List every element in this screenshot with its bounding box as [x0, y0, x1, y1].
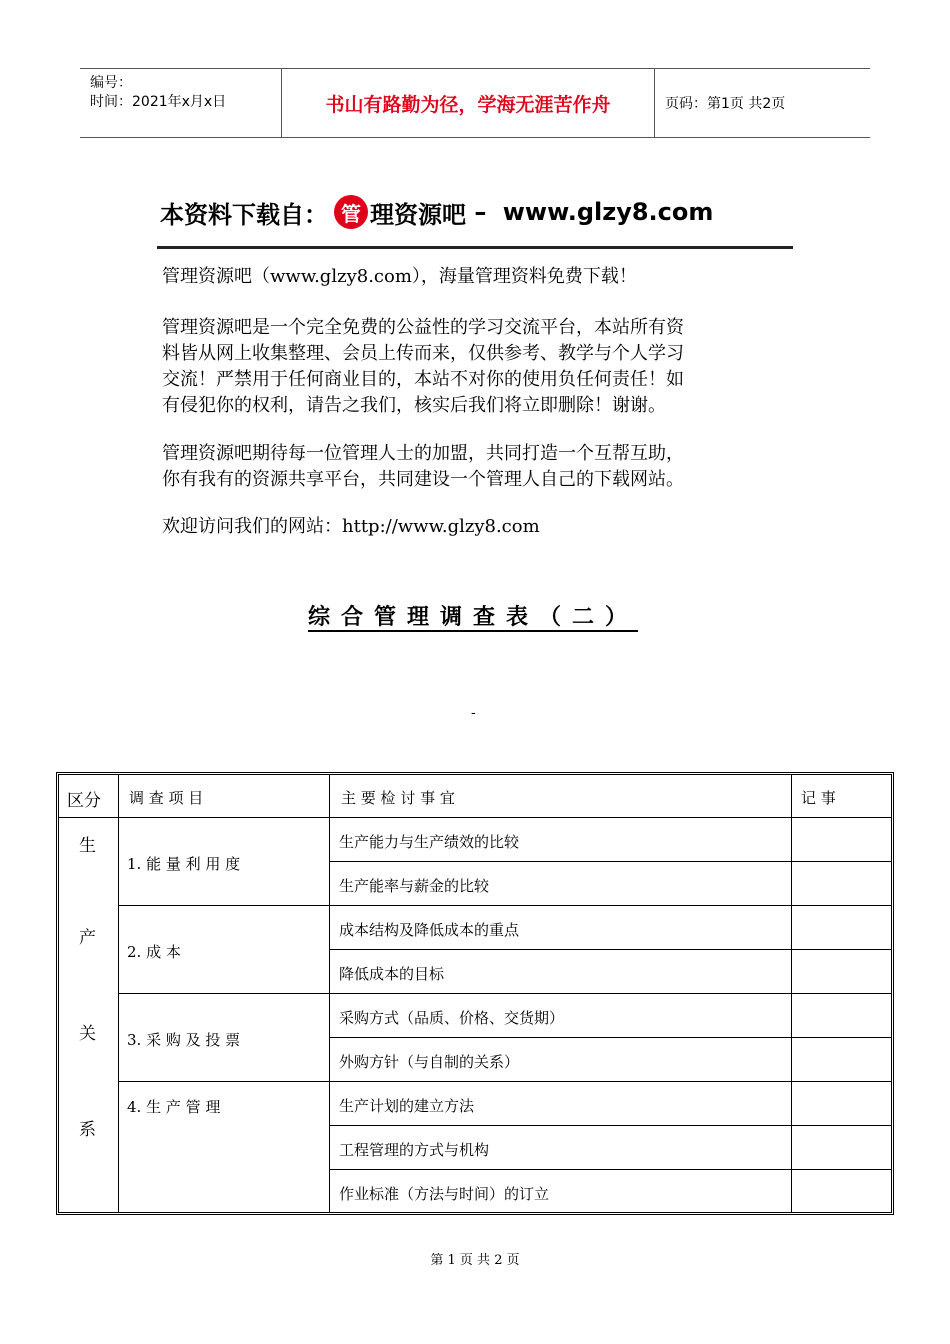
survey-table — [56, 772, 894, 1215]
intro-p2-line2: 料皆从网上收集整理、会员上传而来，仅供参考、教学与个人学习 — [162, 343, 684, 364]
banner-divider — [157, 246, 793, 249]
group-rule-1 — [118, 905, 891, 906]
row-rule-2 — [329, 949, 891, 950]
page-footer: 第 1 页 共 2 页 — [430, 1253, 520, 1268]
intro-p3-line1: 管理资源吧期待每一位管理人士的加盟，共同打造一个互帮互助， — [162, 443, 684, 464]
page-header — [80, 68, 870, 138]
banner-url[interactable]: www.glzy8.com — [502, 198, 714, 226]
banner-separator: – — [466, 198, 495, 226]
survey-item: 3. 采 购 及 投 票 — [127, 1031, 241, 1049]
header-meta-cell — [80, 69, 282, 137]
header-zone: 区分 — [67, 791, 101, 811]
intro-p2-line1: 管理资源吧是一个完全免费的公益性的学习交流平台，本站所有资 — [162, 317, 684, 338]
zone-char: 系 — [79, 1120, 96, 1140]
topic-cell: 外购方针（与自制的关系） — [339, 1053, 520, 1071]
topic-cell: 降低成本的目标 — [339, 965, 445, 983]
motto: 书山有路勤为径，学海无涯苦作舟 — [282, 69, 655, 137]
banner-site-name: 理资源吧 — [370, 200, 466, 229]
group-rule-3 — [118, 1081, 891, 1082]
header-item: 调 查 项 目 — [129, 789, 204, 807]
zone-char: 生 — [79, 836, 96, 856]
header-notes: 记 事 — [801, 789, 836, 807]
time-label: 时间：2021年x月x日 — [90, 94, 227, 110]
intro-p2-line4: 有侵犯你的权利，请告之我们，核实后我们将立即删除！谢谢。 — [162, 395, 666, 416]
row-rule-5 — [329, 1169, 891, 1170]
number-label: 编号： — [90, 75, 132, 91]
row-rule-1 — [329, 861, 891, 862]
topic-cell: 工程管理的方式与机构 — [339, 1141, 490, 1159]
header-topic: 主 要 检 讨 事 宜 — [341, 789, 455, 807]
header-rule — [59, 817, 891, 818]
group-rule-2 — [118, 993, 891, 994]
intro-p2-line3: 交流！严禁用于任何商业目的，本站不对你的使用负任何责任！如 — [162, 369, 684, 390]
document-title: 综合管理调查表（二） — [308, 604, 639, 630]
row-rule-4 — [329, 1125, 891, 1126]
intro-p1: 管理资源吧（www.glzy8.com），海量管理资料免费下载！ — [162, 266, 637, 287]
survey-item: 4. 生 产 管 理 — [127, 1098, 221, 1116]
topic-cell: 生产计划的建立方法 — [339, 1097, 475, 1115]
download-banner — [160, 190, 790, 234]
topic-cell: 作业标准（方法与时间）的订立 — [339, 1185, 550, 1203]
intro-p4: 欢迎访问我们的网站：http://www.glzy8.com — [162, 516, 540, 537]
site-logo-icon: 管 — [334, 195, 368, 229]
dash-mark: - — [471, 705, 476, 721]
survey-item: 1. 能 量 利 用 度 — [127, 855, 241, 873]
row-rule-3 — [329, 1037, 891, 1038]
topic-cell: 成本结构及降低成本的重点 — [339, 921, 520, 939]
zone-char: 关 — [79, 1024, 96, 1044]
topic-cell: 生产能率与薪金的比较 — [339, 877, 490, 895]
page-info: 页码：第1页 共2页 — [665, 96, 786, 112]
banner-prefix: 本资料下载自： — [160, 200, 328, 229]
zone-char: 产 — [79, 928, 96, 948]
survey-item: 2. 成 本 — [127, 943, 181, 961]
topic-cell: 采购方式（品质、价格、交货期） — [339, 1009, 565, 1027]
intro-p3-line2: 你有我有的资源共享平台，共同建设一个管理人自己的下载网站。 — [162, 469, 684, 490]
topic-cell: 生产能力与生产绩效的比较 — [339, 833, 520, 851]
